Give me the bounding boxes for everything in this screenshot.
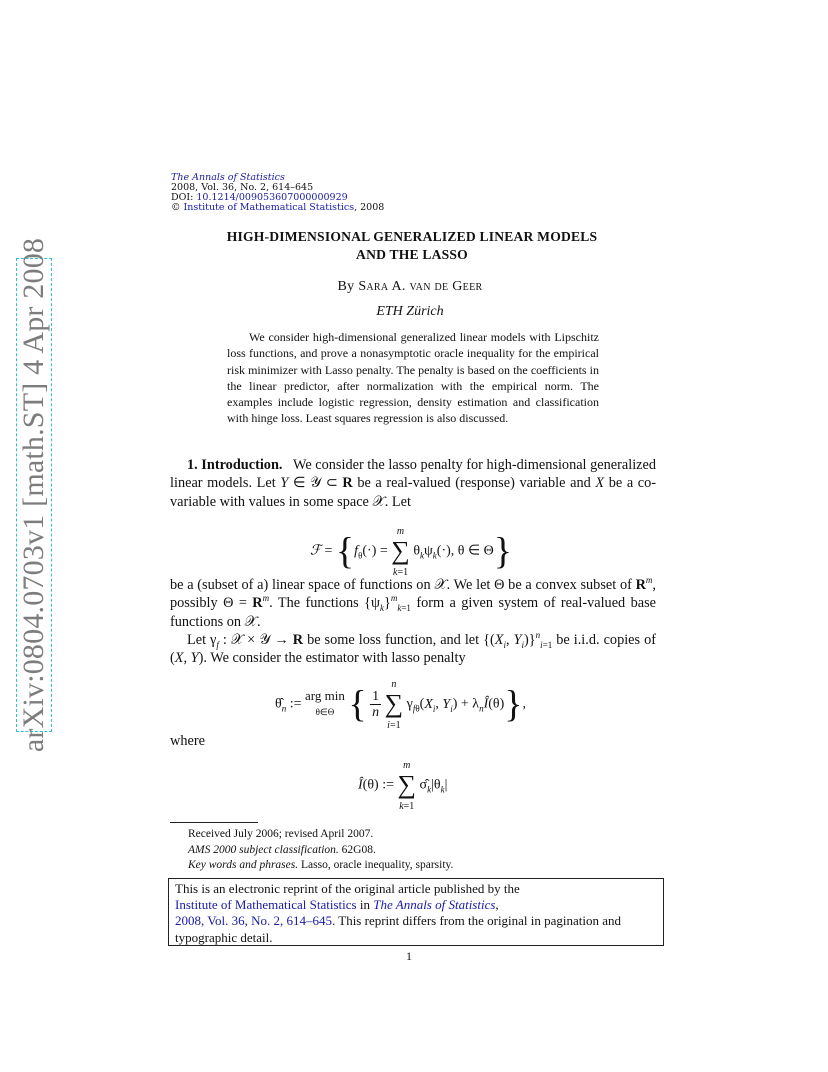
journal-volume: 2008, Vol. 36, No. 2, 614–645 xyxy=(171,182,314,193)
reprint-journal-link[interactable]: The Annals of Statistics xyxy=(373,897,496,913)
section-heading: 1. Introduction. xyxy=(187,457,283,473)
intro-paragraph-2: be a (subset of a) linear space of functions on 𝒳. We let Θ be a convex subset of $R^m$, possibly $\Theta = R^m$. The functions $\{\psi_k\}^m_{k=1}$ form a given system of real-valued base functions on 𝒳. xyxy=(170,575,656,630)
reprint-notice: This is an electronic reprint of the original article published by the Institute of Mathematical Statistics in The Annals of Statistics, 2008, Vol. 36, No. 2, 614–645. This reprint differs from the original in pagination and typographic detail. xyxy=(168,878,664,946)
journal-doi: DOI: 10.1214/009053607000000929 xyxy=(171,192,348,203)
ims-link[interactable]: Institute of Mathematical Statistics xyxy=(183,202,355,213)
paper-title: HIGH-DIMENSIONAL GENERALIZED LINEAR MODELS AND THE LASSO xyxy=(226,229,598,262)
abstract: We consider high-dimensional generalized linear models with Lipschitz loss functions, and prove a nonasymptotic oracle inequality for the empirical risk minimizer with Lasso penalty. The penalty is based on the coefficients in the linear predictor, after normalization with the empirical norm. The examples include logistic regression, density estimation and classification with hinge loss. Least squares regression is also discussed. xyxy=(227,330,599,426)
journal-copyright: © Institute of Mathematical Statistics, 2008 xyxy=(171,202,385,213)
equation-lasso-estimator: $\thetâ_n$ := arg min θ∈Θ { $\frac{1}{n}$ n ∑ i=1 $\gamma_{f\theta}(X_i$, $Y_i$) + $\lambda_nÎ(\theta)$}, xyxy=(275,679,527,732)
arxiv-stamp xyxy=(16,237,52,753)
affiliation: ETH Zürich xyxy=(376,304,444,319)
journal-header xyxy=(171,173,384,213)
journal-name-link[interactable]: The Annals of Statistics xyxy=(171,172,285,183)
footnotes xyxy=(188,827,453,874)
arxiv-identifier: arXiv:0804.0703v1 [math.ST] 4 Apr 2008 xyxy=(17,237,50,753)
keywords: Key words and phrases. Lasso, oracle inequality, sparsity. xyxy=(188,859,454,871)
doi-link[interactable]: 10.1214/009053607000000929 xyxy=(196,192,348,203)
where-text: where xyxy=(170,733,205,749)
reprint-ims-link[interactable]: Institute of Mathematical Statistics xyxy=(175,897,357,913)
intro-paragraph-3: Let $\gamma_f$ : 𝒳 × 𝒴 → R be some loss function, and let {($X_i$, $Y_i)\}^n_{i=1}$ be i.i.d. copies of (X, Y). We consider the estimator with lasso penalty xyxy=(170,630,656,667)
ams-classification: AMS 2000 subject classification. 62G08. xyxy=(188,843,376,856)
author: By Sara A. van de Geer xyxy=(337,279,483,294)
author-name: Sara A. van de Geer xyxy=(358,279,483,294)
equation-penalty: Î(θ) := m ∑ k=1 $\sigmâ_k|\theta_k|$ xyxy=(358,760,448,813)
page-number: 1 xyxy=(406,949,412,963)
footnote-divider xyxy=(170,822,258,823)
reprint-issue-link[interactable]: 2008, Vol. 36, No. 2, 614–645 xyxy=(175,913,332,929)
received-date: Received July 2006; revised April 2007. xyxy=(188,828,374,840)
intro-paragraph-1: 1. Introduction. We consider the lasso penalty for high-dimensional generalized linear models. Let Y ∈ 𝒴 ⊂ R be a real-valued (response) variable and X be a co-variable with values in some space 𝒳. Let xyxy=(170,457,657,510)
equation-function-space: ℱ = {$f_\theta(\cdot) = m$ ∑ k=1 $\theta_k\psi_k(\cdot)$, θ ∈ Θ} xyxy=(310,526,513,579)
